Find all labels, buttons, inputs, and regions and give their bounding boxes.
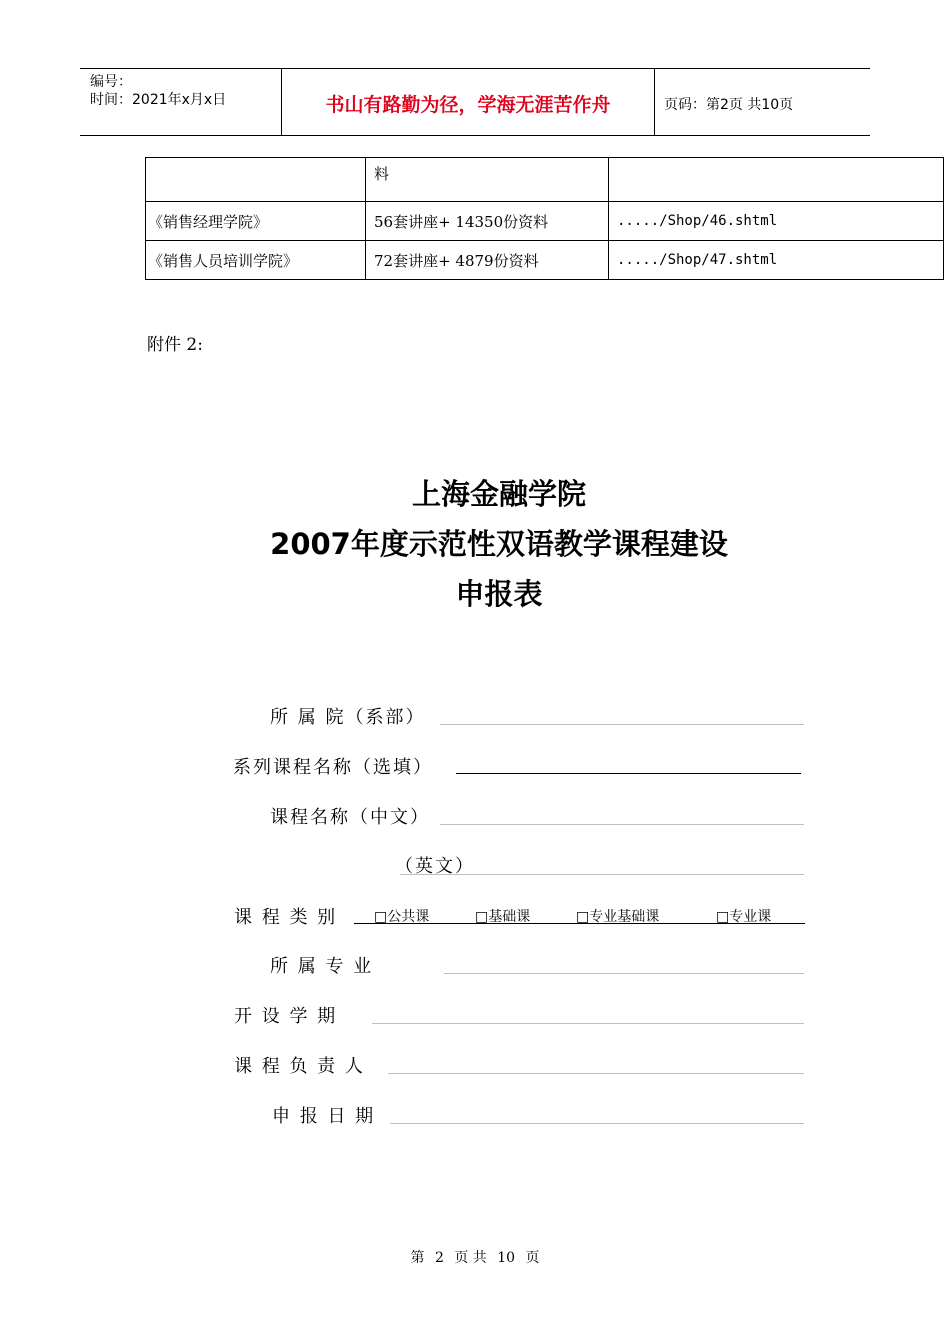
- table-cell: 56套讲座+ 14350份资料: [366, 202, 609, 241]
- major-label: 所 属 专 业: [270, 956, 374, 977]
- semester-label: 开 设 学 期: [234, 1006, 338, 1027]
- title-line-1: 上海金融学院: [411, 477, 586, 511]
- category-label: 课 程 类 别: [234, 907, 338, 928]
- category-option-major-basic[interactable]: □专业基础课: [576, 909, 660, 925]
- header-top-rule: [80, 68, 870, 69]
- footer-suffix: 页: [525, 1250, 540, 1266]
- semester-field[interactable]: [372, 1023, 804, 1024]
- header-time: 时间：2021年x月x日: [90, 92, 227, 108]
- course-en-label: （英文）: [395, 856, 475, 877]
- course-cn-field[interactable]: [440, 824, 804, 825]
- table-cell-link[interactable]: ...../Shop/47.shtml: [609, 241, 944, 280]
- course-cn-label: 课程名称（中文）: [270, 807, 430, 828]
- header-page-info: 页码：第2页 共10页: [664, 97, 794, 113]
- department-field[interactable]: [440, 724, 804, 725]
- table-row: [146, 202, 944, 241]
- category-option-basic[interactable]: □基础课: [475, 909, 531, 925]
- series-course-label: 系列课程名称（选填）: [233, 757, 433, 778]
- attachment-label: 附件 2:: [147, 335, 203, 355]
- category-option-public[interactable]: □公共课: [374, 909, 430, 925]
- date-label: 申 报 日 期: [272, 1106, 376, 1127]
- footer-total-pages: 10: [497, 1250, 516, 1266]
- table-cell: [609, 158, 944, 202]
- table-cell: 料: [366, 158, 609, 202]
- course-en-field[interactable]: [400, 874, 804, 875]
- header-code: 编号：: [90, 74, 132, 90]
- leader-label: 课 程 负 责 人: [234, 1056, 365, 1077]
- department-label: 所 属 院（系部）: [270, 707, 426, 728]
- header-bottom-rule: [80, 135, 870, 136]
- title-line-3: 申报表: [455, 577, 543, 611]
- table-row: [146, 158, 944, 202]
- footer-mid: 页 共: [454, 1250, 487, 1266]
- table-cell: 72套讲座+ 4879份资料: [366, 241, 609, 280]
- resource-table: [145, 157, 944, 280]
- table-cell-link[interactable]: ...../Shop/46.shtml: [609, 202, 944, 241]
- table-row: [146, 241, 944, 280]
- leader-field[interactable]: [388, 1073, 804, 1074]
- category-option-major[interactable]: □专业课: [716, 909, 772, 925]
- footer-prefix: 第: [410, 1250, 425, 1266]
- series-course-field[interactable]: [456, 773, 801, 774]
- title-line-2: 2007年度示范性双语教学课程建设: [270, 527, 728, 561]
- footer-current-page: 2: [434, 1250, 444, 1266]
- header-divider-2: [654, 68, 655, 136]
- header-motto: 书山有路勤为径，学海无涯苦作舟: [325, 94, 611, 116]
- table-cell: 《销售经理学院》: [146, 202, 366, 241]
- table-cell: [146, 158, 366, 202]
- header-divider-1: [281, 68, 282, 136]
- date-field[interactable]: [390, 1123, 804, 1124]
- table-cell: 《销售人员培训学院》: [146, 241, 366, 280]
- page-footer: [0, 1247, 950, 1267]
- major-field[interactable]: [444, 973, 804, 974]
